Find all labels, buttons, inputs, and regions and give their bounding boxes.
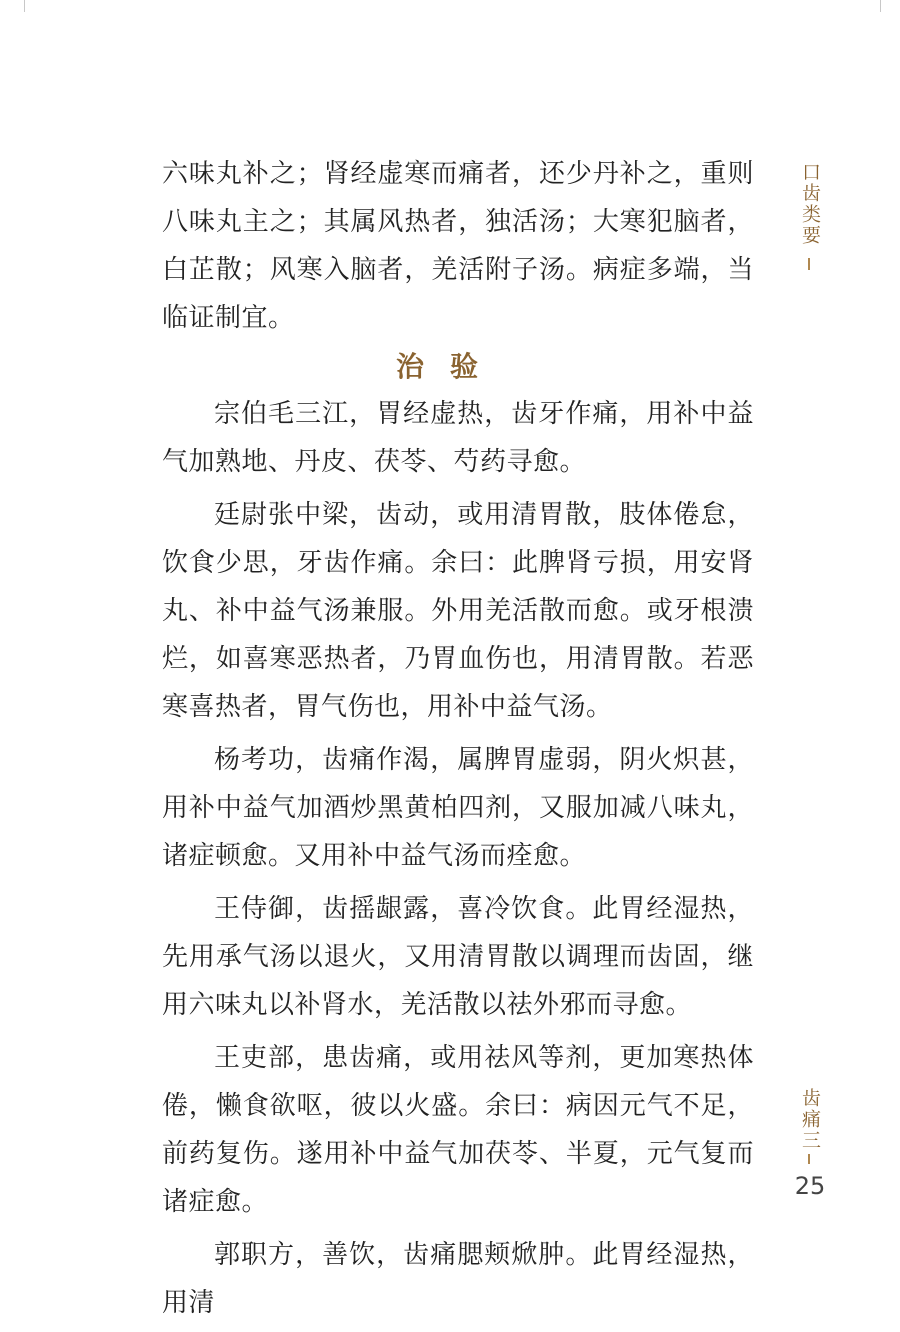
case-paragraph: 王侍御，齿摇龈露，喜冷饮食。此胃经湿热，先用承气汤以退火，又用清胃散以调理而齿固，继用六味丸以补肾水，羌活散以祛外邪而寻愈。 (162, 894, 754, 1020)
section-title: 治验 (395, 350, 504, 383)
running-header-chapter: 齿痛三 (799, 1088, 821, 1151)
case-paragraph: 廷尉张中梁，齿动，或用清胃散，肢体倦怠，饮食少思，牙齿作痛。余曰：此脾肾亏损，用安肾丸、补中益气汤兼服。外用羌活散而愈。或牙根溃烂，如喜寒恶热者，乃胃血伤也，用清胃散。若恶寒喜热者，胃气伤也，用补中益气汤。 (162, 500, 754, 722)
case-paragraph: 宗伯毛三江，胃经虚热，齿牙作痛，用补中益气加熟地、丹皮、茯苓、芍药寻愈。 (162, 399, 754, 477)
case-paragraph: 王吏部，患齿痛，或用祛风等剂，更加寒热体倦，懒食欲呕，彼以火盛。余曰：病因元气不足，前药复伤。遂用补中益气加茯苓、半夏，元气复而诸症愈。 (162, 1043, 754, 1217)
intro-paragraph: 六味丸补之；肾经虚寒而痛者，还少丹补之，重则八味丸主之；其属风热者，独活汤；大寒犯脑者，白芷散；风寒入脑者，羌活附子汤。病症多端，当临证制宜。 (162, 159, 754, 333)
margin-rule-top (808, 258, 810, 270)
case-paragraph: 杨考功，齿痛作渴，属脾胃虚弱，阴火炽甚，用补中益气加酒炒黑黄柏四剂，又服加减八味丸，诸症顿愈。又用补中益气汤而痊愈。 (162, 745, 754, 871)
crop-mark-top-left (24, 0, 25, 12)
running-header-book-title: 口齿类要 (799, 162, 821, 246)
page-number: 25 (794, 1172, 826, 1200)
margin-rule-bottom (808, 1154, 810, 1164)
crop-mark-top-right (880, 0, 881, 12)
intro-text (162, 150, 754, 342)
case-list (162, 390, 754, 1332)
case-paragraph: 郭职方，善饮，齿痛腮颊焮肿。此胃经湿热，用清 (162, 1240, 754, 1318)
